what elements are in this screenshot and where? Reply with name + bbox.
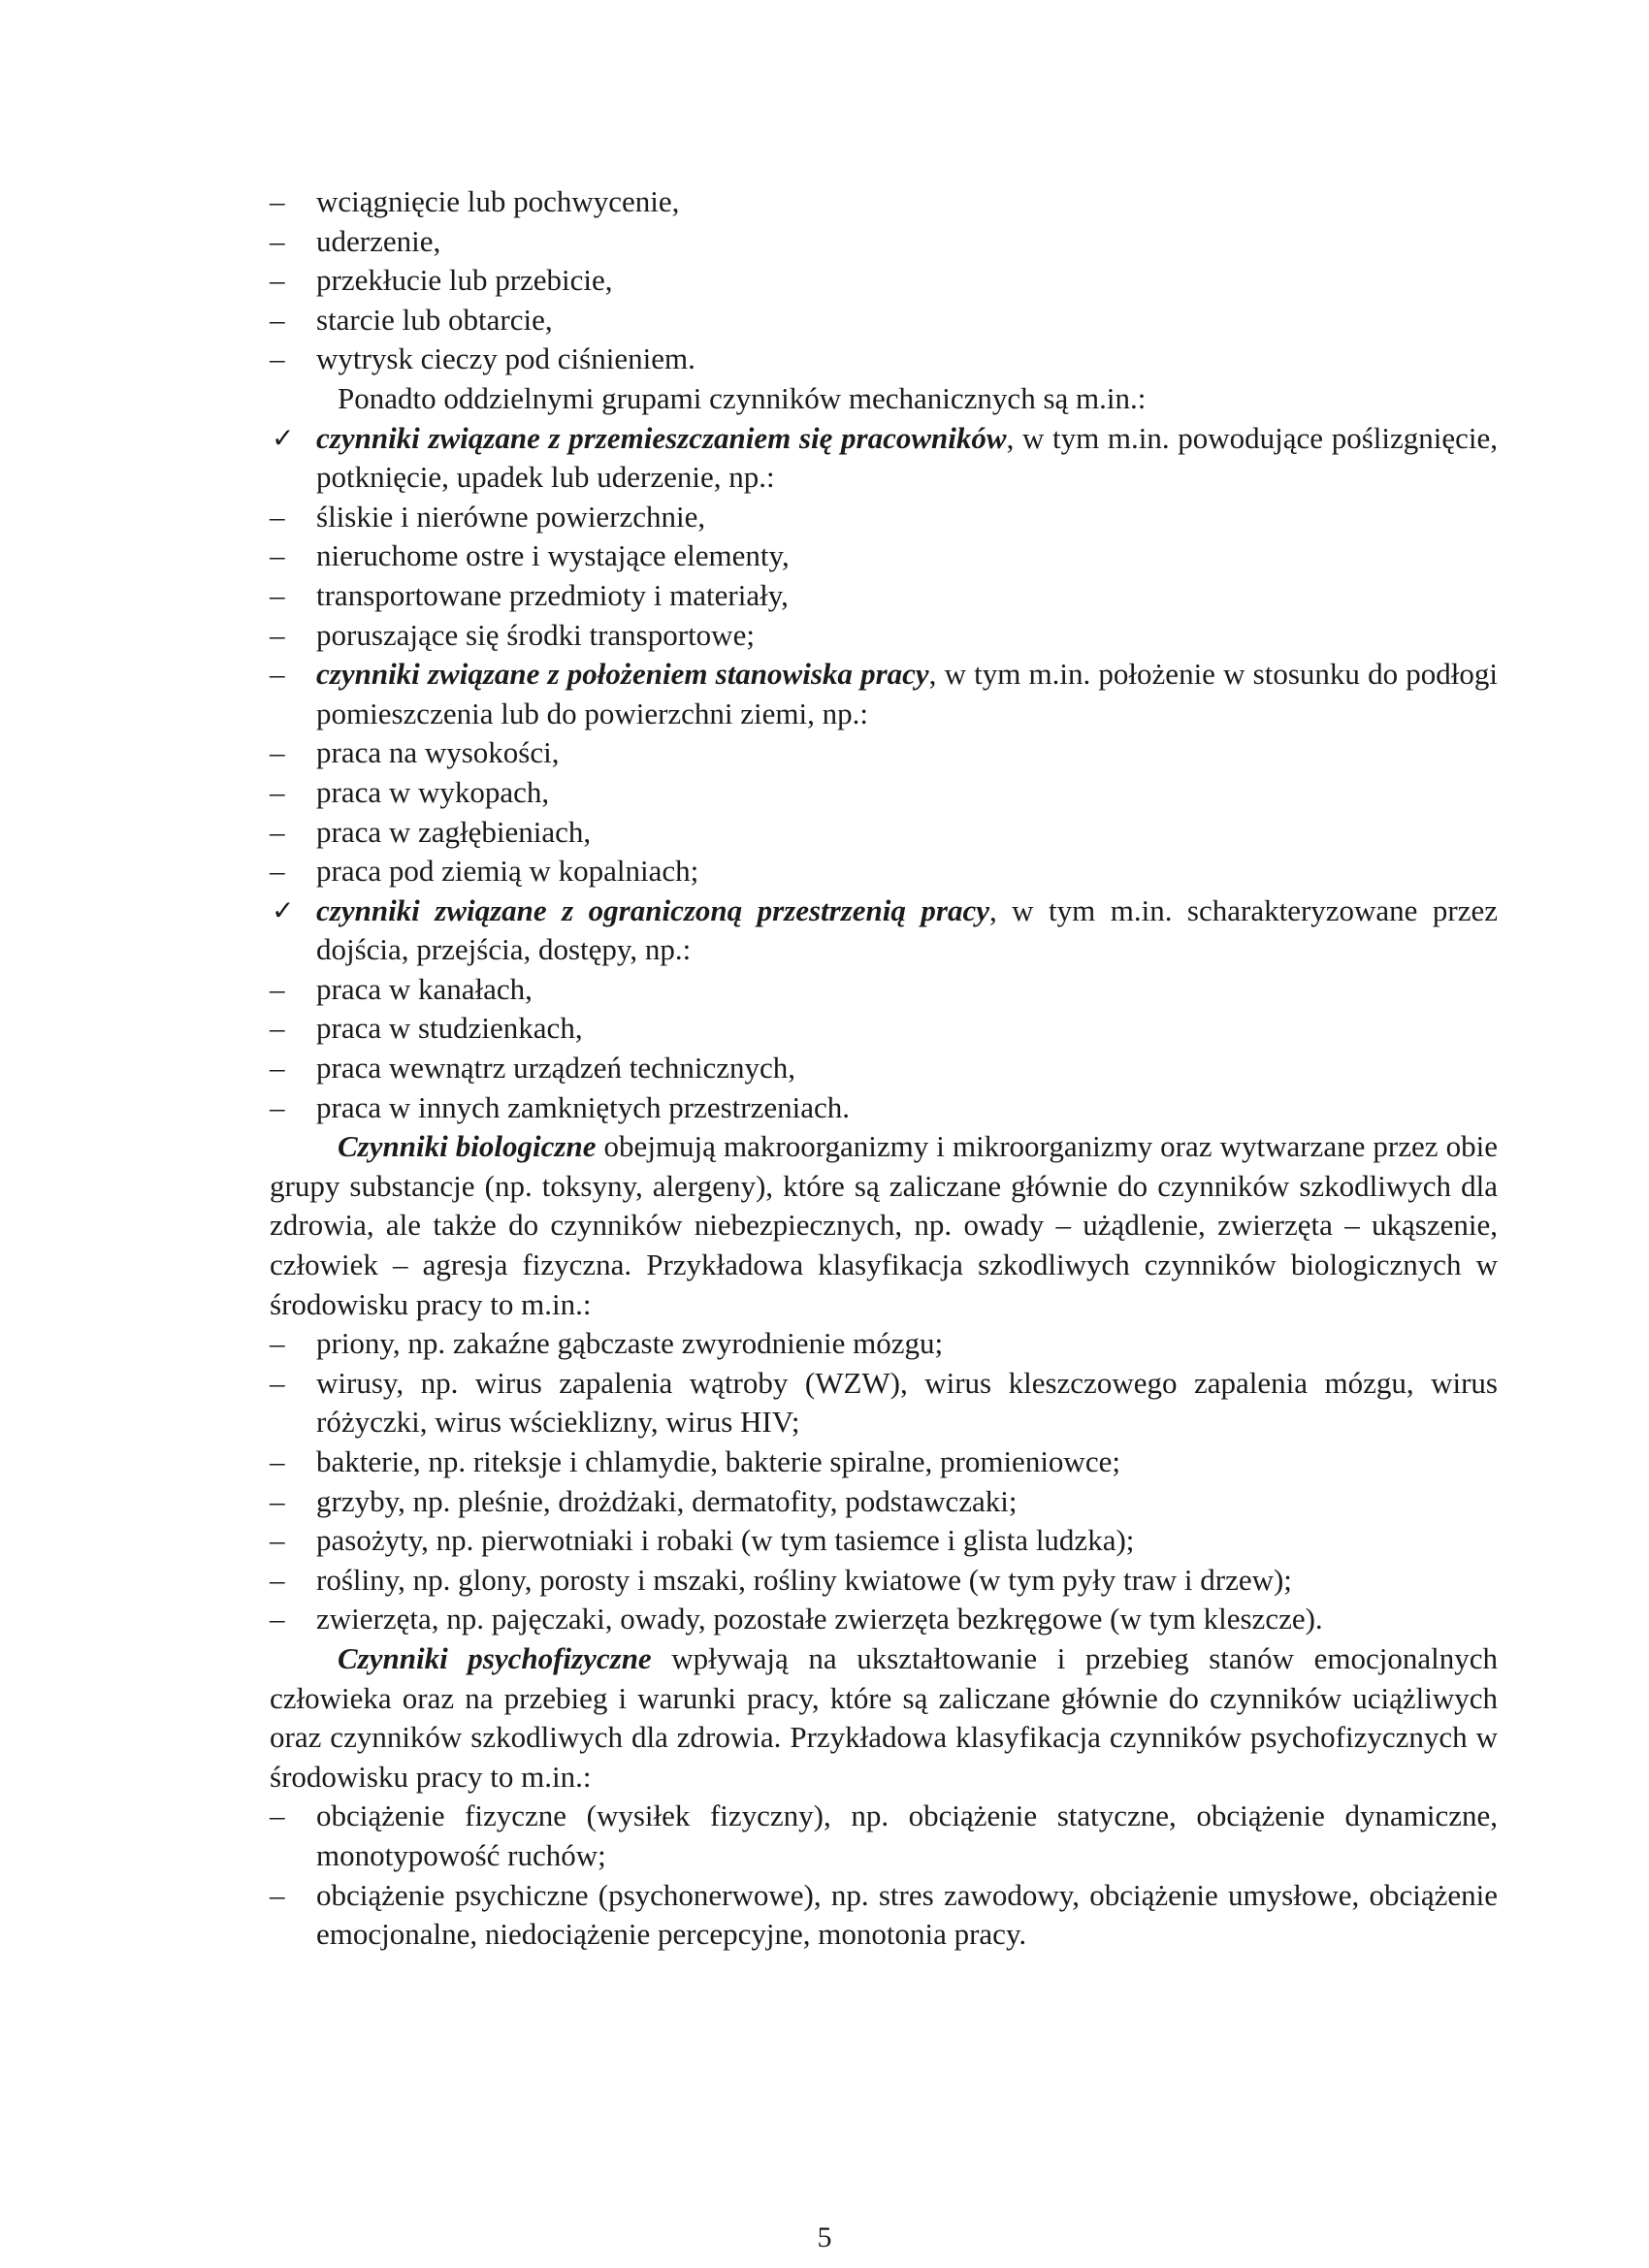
list-item xyxy=(270,576,1498,616)
group-heading xyxy=(270,891,1498,970)
group-heading xyxy=(270,655,1498,733)
list-item xyxy=(270,1482,1498,1522)
list-item-text: praca pod ziemią w kopalniach; xyxy=(316,854,699,889)
intro-paragraph: Ponadto oddzielnymi grupami czynników mechanicznych są m.in.: xyxy=(338,380,1147,415)
section-title: Czynniki psychofizyczne xyxy=(338,1640,652,1675)
list-item-text: rośliny, np. glony, porosty i mszaki, rośliny kwiatowe (w tym pyły traw i drzew); xyxy=(316,1562,1292,1597)
section-body: obejmują makroorganizmy i mikroorganizmy oraz wytwarzane przez obie grupy substancje (np. toksyny, alergeny), które są zaliczane głównie do czynników szkodliwych dla zdrowia, ale także do czynników niebezpiecznych, np. owady – użądlenie, zwierzęta – ukąszenie, człowiek – agresja fizyczna. Przykładowa klasyfikacja szkodliwych czynników biologicznych w środowisku pracy to m.in.: xyxy=(270,1129,1498,1321)
group-confined-space xyxy=(270,891,1498,1128)
list-item xyxy=(270,1797,1498,1875)
list-item xyxy=(270,182,1498,222)
page-content xyxy=(270,182,1498,1955)
dash-marker: – xyxy=(270,617,285,652)
list-item xyxy=(270,1364,1498,1442)
list-item-text: śliskie i nierówne powierzchnie, xyxy=(316,499,706,534)
list-item xyxy=(270,340,1498,379)
dash-marker: – xyxy=(270,1523,285,1558)
dash-marker: – xyxy=(270,302,285,337)
psychophysical-paragraph xyxy=(270,1639,1498,1797)
list-item xyxy=(270,616,1498,656)
list-item-text: priony, np. zakaźne gąbczaste zwyrodnienie mózgu; xyxy=(316,1326,944,1361)
list-item xyxy=(270,1049,1498,1088)
dash-marker: – xyxy=(270,971,285,1006)
dash-marker: – xyxy=(270,184,285,218)
psychophysical-section xyxy=(270,1639,1498,1955)
list-item xyxy=(270,852,1498,891)
list-item xyxy=(270,261,1498,301)
list-item-text: przekłucie lub przebicie, xyxy=(316,263,613,298)
group-description: , w tym m.in. scharakteryzowane przez dojścia, przejścia, dostępy, np.: xyxy=(316,892,1499,967)
list-item xyxy=(270,222,1498,262)
list-item xyxy=(270,1600,1498,1639)
list-item-text: zwierzęta, np. pajęczaki, owady, pozostałe zwierzęta bezkręgowe (w tym kleszcze). xyxy=(316,1602,1323,1636)
group-heading xyxy=(270,419,1498,498)
group-description: , w tym m.in. powodujące poślizgnięcie, potknięcie, upadek lub uderzenie, np.: xyxy=(316,420,1498,495)
checkmark-icon: ✓ xyxy=(272,421,295,454)
list-item-text: starcie lub obtarcie, xyxy=(316,302,553,337)
dash-marker: – xyxy=(270,1051,285,1085)
dash-marker: – xyxy=(270,1798,285,1833)
biological-section xyxy=(270,1127,1498,1639)
list-item xyxy=(270,1324,1498,1364)
list-item-text: transportowane przedmioty i materiały, xyxy=(316,577,789,612)
list-item-text: praca na wysokości, xyxy=(316,735,560,770)
list-item xyxy=(270,1561,1498,1601)
dash-marker: – xyxy=(270,735,285,770)
dash-marker: – xyxy=(270,499,285,534)
group-position xyxy=(270,655,1498,891)
list-item-text: praca wewnątrz urządzeń technicznych, xyxy=(316,1051,795,1085)
dash-marker: – xyxy=(270,1365,285,1400)
group-description: , w tym m.in. położenie w stosunku do podłogi pomieszczenia lub do powierzchni ziemi, np.: xyxy=(316,657,1498,730)
dash-marker: – xyxy=(270,341,285,376)
mechanical-hazards-list xyxy=(270,182,1498,379)
list-item-text: uderzenie, xyxy=(316,223,441,258)
list-item-text: grzyby, np. pleśnie, drożdżaki, dermatofity, podstawczaki; xyxy=(316,1483,1018,1518)
group-title: czynniki związane z położeniem stanowiska pracy xyxy=(316,657,929,692)
dash-marker: – xyxy=(270,223,285,258)
dash-marker: – xyxy=(270,774,285,809)
dash-marker: – xyxy=(270,1444,285,1478)
list-item xyxy=(270,1088,1498,1128)
list-item xyxy=(270,498,1498,537)
dash-marker: – xyxy=(270,1326,285,1361)
list-item-text: bakterie, np. riteksje i chlamydie, bakterie spiralne, promieniowce; xyxy=(316,1444,1120,1478)
list-item-text: poruszające się środki transportowe; xyxy=(316,617,755,652)
dash-marker: – xyxy=(270,1483,285,1518)
list-item-text: praca w studzienkach, xyxy=(316,1011,583,1046)
dash-marker: – xyxy=(270,854,285,889)
list-item xyxy=(270,1876,1498,1955)
dash-marker: – xyxy=(270,263,285,298)
dash-marker: – xyxy=(270,1562,285,1597)
group-title: czynniki związane z ograniczoną przestrzenią pracy xyxy=(316,892,989,927)
list-item-text: wytrysk cieczy pod ciśnieniem. xyxy=(316,341,695,376)
list-item xyxy=(270,773,1498,813)
dash-marker: – xyxy=(270,1089,285,1124)
list-item xyxy=(270,1009,1498,1049)
dash-marker: – xyxy=(270,538,285,573)
group-title: czynniki związane z przemieszczaniem się pracowników xyxy=(316,420,1007,455)
list-item-text: praca w kanałach, xyxy=(316,971,533,1006)
dash-marker: – xyxy=(270,1011,285,1046)
list-item xyxy=(270,536,1498,576)
checkmark-icon: ✓ xyxy=(272,893,295,926)
dash-marker: – xyxy=(270,814,285,849)
list-item xyxy=(270,1521,1498,1561)
dash-marker: – xyxy=(270,577,285,612)
list-item-text: wciągnięcie lub pochwycenie, xyxy=(316,184,680,218)
list-item-text: pasożyty, np. pierwotniaki i robaki (w tym tasiemce i glista ludzka); xyxy=(316,1523,1135,1558)
list-item xyxy=(270,970,1498,1010)
list-item xyxy=(270,813,1498,853)
list-item-text: obciążenie fizyczne (wysiłek fizyczny), np. obciążenie statyczne, obciążenie dynamiczne, monotypowość ruchów; xyxy=(316,1798,1498,1872)
list-item-text: praca w wykopach, xyxy=(316,774,550,809)
section-body: wpływają na ukształtowanie i przebieg stanów emocjonalnych człowieka oraz na przebieg i warunki pracy, które są zaliczane głównie do czynników uciążliwych oraz czynników szkodliwych dla zdrowia. Przykładowa klasyfikacja czynników psychofizycznych w środowisku pracy to m.in.: xyxy=(270,1640,1498,1794)
list-item-text: nieruchome ostre i wystające elementy, xyxy=(316,538,790,573)
section-title: Czynniki biologiczne xyxy=(338,1129,597,1164)
page-number: 5 xyxy=(817,2221,832,2253)
dash-marker: – xyxy=(270,1602,285,1636)
dash-marker: – xyxy=(270,1877,285,1912)
list-item xyxy=(270,1442,1498,1482)
list-item-text: wirusy, np. wirus zapalenia wątroby (WZW), wirus kleszczowego zapalenia mózgu, wirus różyczki, wirus wścieklizny, wirus HIV; xyxy=(316,1365,1498,1440)
list-item-text: praca w zagłębieniach, xyxy=(316,814,592,849)
dash-marker: – xyxy=(270,657,285,692)
list-item-text: obciążenie psychiczne (psychonerwowe), np. stres zawodowy, obciążenie umysłowe, obciążenie emocjonalne, niedociążenie percepcyjne, monotonia pracy. xyxy=(316,1877,1498,1952)
biological-paragraph xyxy=(270,1127,1498,1324)
group-movement xyxy=(270,419,1498,656)
list-item-text: praca w innych zamkniętych przestrzeniach. xyxy=(316,1089,850,1124)
list-item xyxy=(270,733,1498,773)
list-item xyxy=(270,301,1498,340)
